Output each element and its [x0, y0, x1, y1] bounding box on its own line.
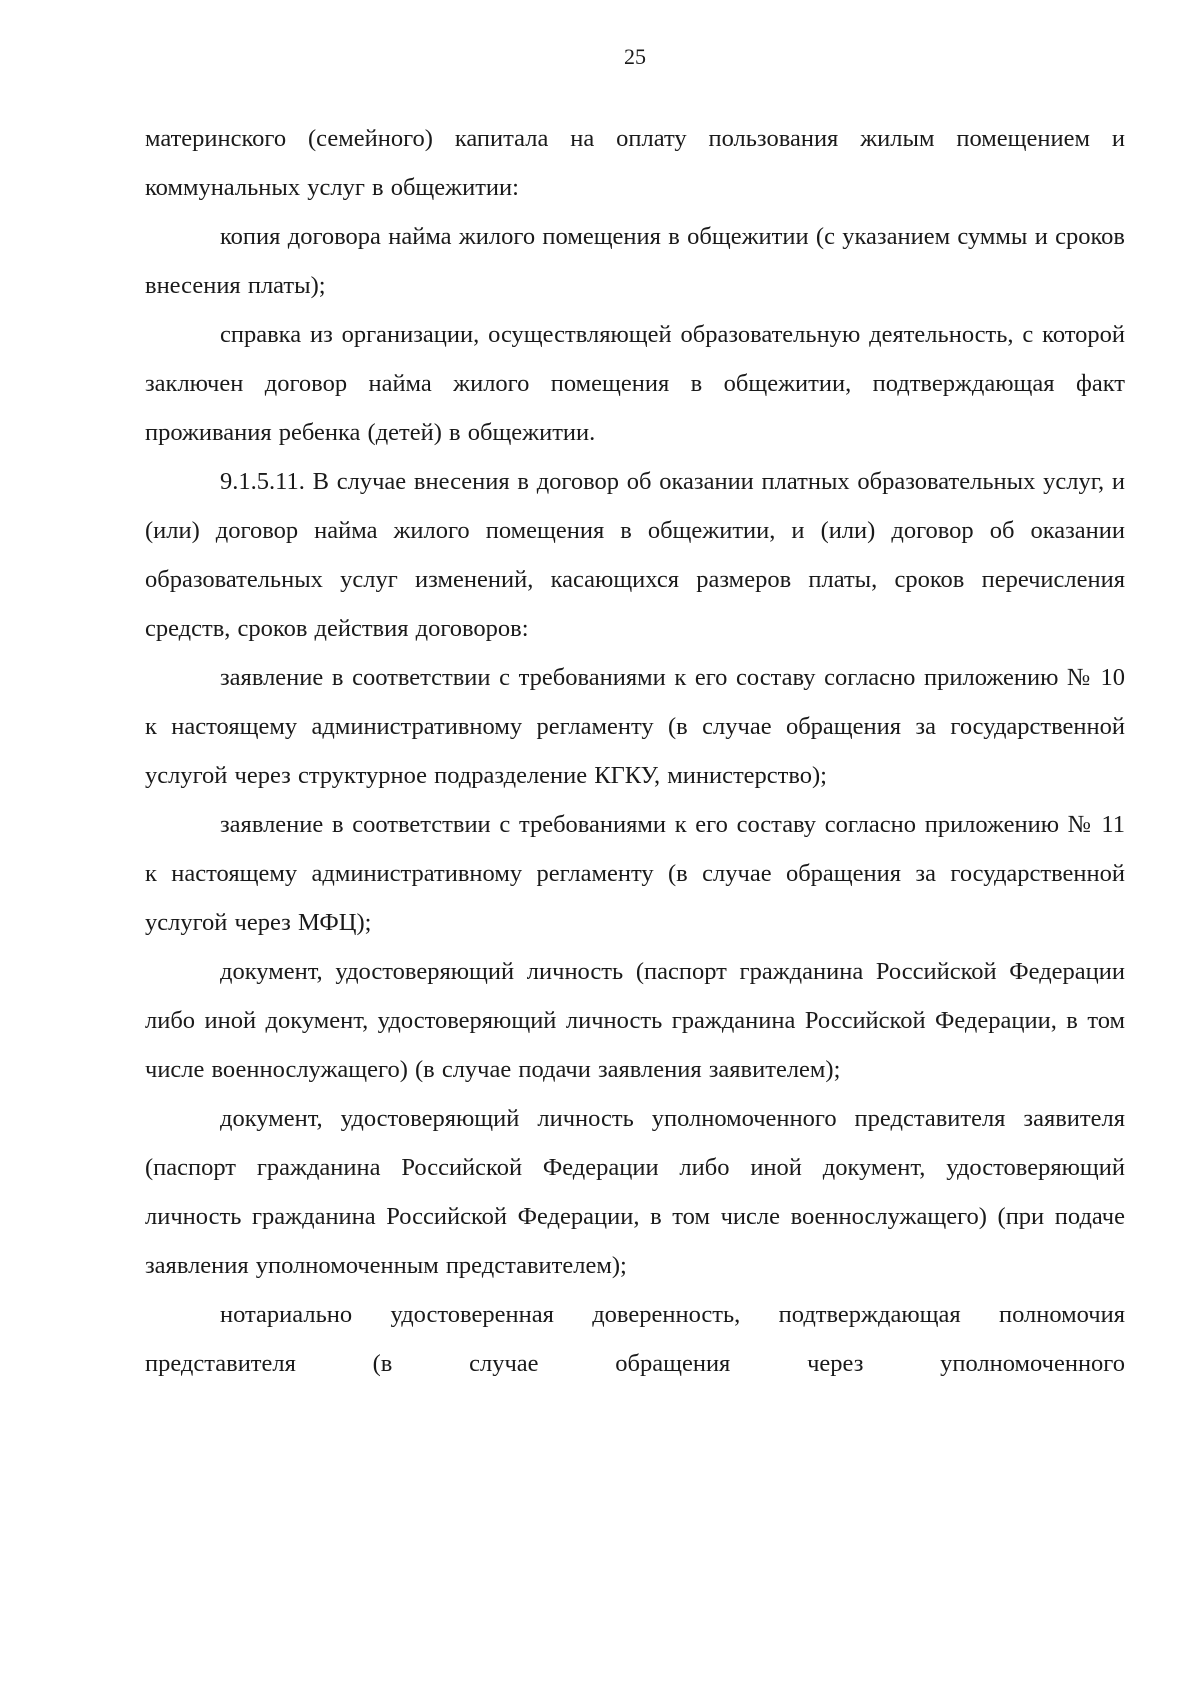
paragraph-residence-certificate: справка из организации, осуществляющей образовательную деятельность, с которой заключен договор найма жилого помещения в общежитии, подтверждающая факт проживания ребенка (детей) в общежитии.	[145, 321, 1125, 446]
paragraph-power-of-attorney: нотариально удостоверенная доверенность, подтверждающая полномочия представителя (в случае обращения через уполномоченного	[145, 1301, 1125, 1377]
paragraph-application-appendix-11: заявление в соответствии с требованиями к его составу согласно приложению № 11 к настоящему административному регламенту (в случае обращения за государственной услугой через МФЦ);	[145, 811, 1125, 936]
paragraph-lease-copy: копия договора найма жилого помещения в общежитии (с указанием суммы и сроков внесения платы);	[145, 223, 1125, 299]
paragraph-application-appendix-10: заявление в соответствии с требованиями к его составу согласно приложению № 10 к настоящему административному регламенту (в случае обращения за государственной услугой через структурное подразделение КГКУ, министерство);	[145, 664, 1125, 789]
page-number: 25	[624, 44, 646, 69]
paragraph-applicant-identity-document: документ, удостоверяющий личность (паспорт гражданина Российской Федерации либо иной документ, удостоверяющий личность гражданина Российской Федерации, в том числе военнослужащего) (в случае подачи заявления заявителем);	[145, 958, 1125, 1083]
paragraph-section-9-1-5-11: 9.1.5.11. В случае внесения в договор об оказании платных образовательных услуг, и (или) договор найма жилого помещения в общежитии, и (или) договор об оказании образовательных услуг изменений, касающихся размеров платы, сроков перечисления средств, сроков действия договоров:	[145, 468, 1125, 642]
paragraph-representative-identity-document: документ, удостоверяющий личность уполномоченного представителя заявителя (паспорт гражданина Российской Федерации либо иной документ, удостоверяющий личность гражданина Российской Федерации, в том числе военнослужащего) (при подаче заявления уполномоченным представителем);	[145, 1105, 1125, 1279]
document-body	[145, 114, 1125, 1388]
paragraph-continuation: материнского (семейного) капитала на оплату пользования жилым помещением и коммунальных услуг в общежитии:	[145, 125, 1125, 201]
